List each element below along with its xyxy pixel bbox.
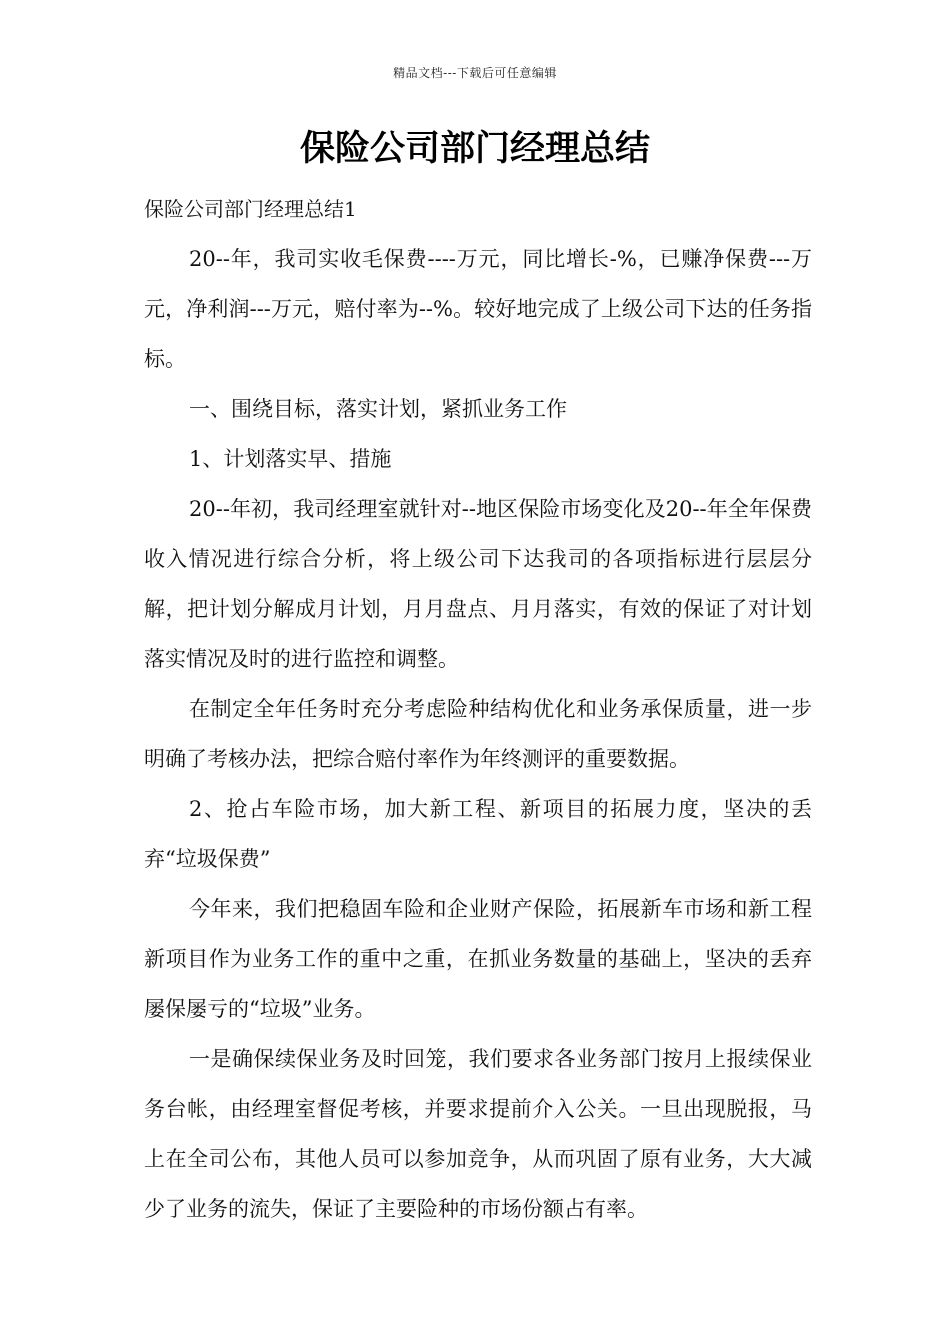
paragraph-summary: 20--年，我司实收毛保费----万元，同比增长-%，已赚净保费---万元，净利润---万元，赔付率为--%。较好地完成了上级公司下达的任务指标。 <box>144 247 812 371</box>
header-note: 精品文档---下载后可任意编辑 <box>393 66 557 80</box>
document-title: 保险公司部门经理总结 <box>299 129 650 169</box>
document-subtitle: 保险公司部门经理总结1 <box>144 197 357 221</box>
subsection-heading-1: 1、计划落实早、措施 <box>189 447 392 471</box>
paragraph-assessment: 在制定全年任务时充分考虑险种结构优化和业务承保质量，进一步明确了考核办法，把综合赔付率作为年终测评的重要数据。 <box>144 697 812 771</box>
document-body <box>144 184 812 1234</box>
paragraph-planning: 20--年初，我司经理室就针对--地区保险市场变化及20--年全年保费收入情况进行综合分析，将上级公司下达我司的各项指标进行层层分解，把计划分解成月计划，月月盘点、月月落实，有效的保证了对计划落实情况及时的进行监控和调整。 <box>144 497 812 671</box>
paragraph-auto-insurance: 今年来，我们把稳固车险和企业财产保险，拓展新车市场和新工程新项目作为业务工作的重中之重，在抓业务数量的基础上，坚决的丢弃屡保屡亏的“垃圾”业务。 <box>144 897 812 1021</box>
section-heading-1: 一、围绕目标，落实计划，紧抓业务工作 <box>189 397 567 421</box>
subsection-heading-2: 2、抢占车险市场，加大新工程、新项目的拓展力度，坚决的丢弃“垃圾保费” <box>144 797 812 871</box>
paragraph-renewal: 一是确保续保业务及时回笼，我们要求各业务部门按月上报续保业务台帐，由经理室督促考核，并要求提前介入公关。一旦出现脱报，马上在全司公布，其他人员可以参加竞争，从而巩固了原有业务，大大减少了业务的流失，保证了主要险种的市场份额占有率。 <box>144 1047 812 1221</box>
